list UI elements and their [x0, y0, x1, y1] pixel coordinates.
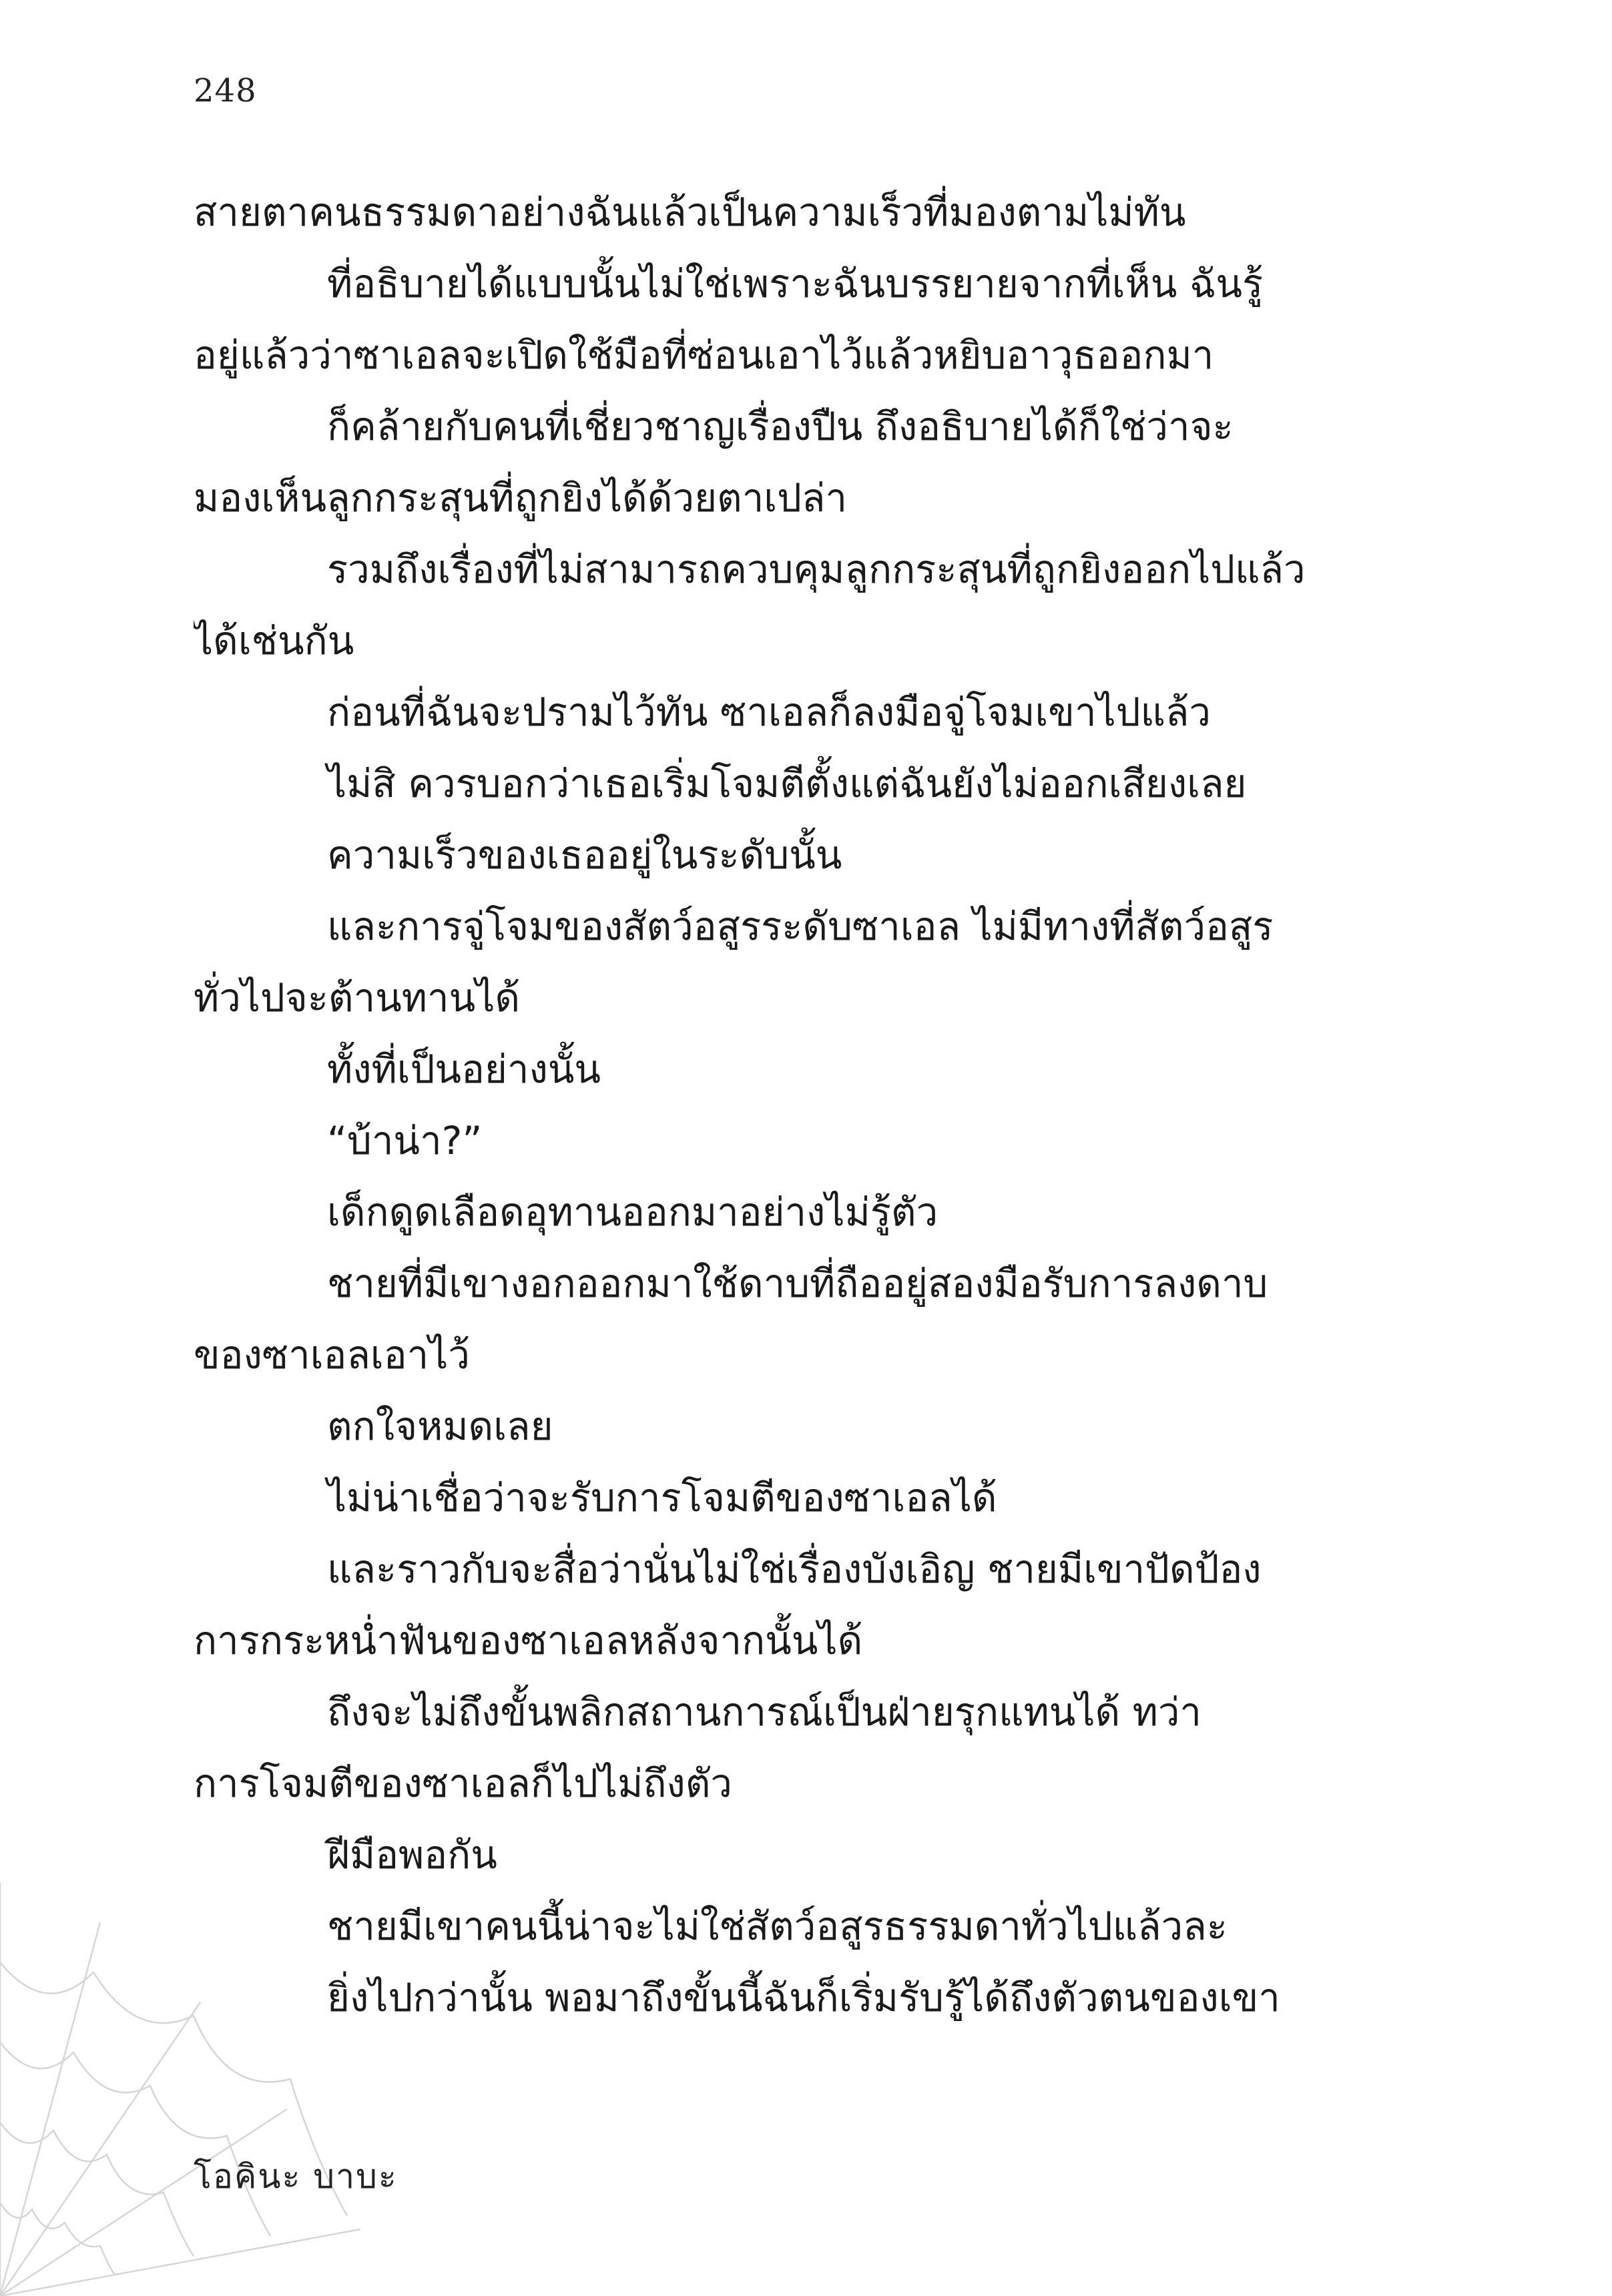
text-line: มองเห็นลูกกระสุนที่ถูกยิงได้ด้วยตาเปล่า — [194, 475, 848, 521]
text-line: ได้เช่นกัน — [194, 618, 354, 663]
text-line: ฝีมือพอกัน — [327, 1832, 497, 1878]
text-line: ที่อธิบายได้แบบนั้นไม่ใช่เพราะฉันบรรยายจากที่เห็น ฉันรู้ — [327, 261, 1264, 306]
text-line: ทั้งที่เป็นอย่างนั้น — [327, 1047, 601, 1092]
page-number: 248 — [194, 72, 257, 109]
text-line: รวมถึงเรื่องที่ไม่สามารถควบคุมลูกกระสุนที่ถูกยิงออกไปแล้ว — [327, 547, 1306, 592]
text-line: “บ้าน่า?” — [327, 1118, 483, 1163]
text-line: ถึงจะไม่ถึงขั้นพลิกสถานการณ์เป็นฝ่ายรุกแทนได้ ทว่า — [327, 1689, 1201, 1735]
text-line: ไม่น่าเชื่อว่าจะรับการโจมตีของซาเอลได้ — [327, 1475, 997, 1520]
text-line: อยู่แล้วว่าซาเอลจะเปิดใช้มือที่ซ่อนเอาไว้แล้วหยิบอาวุธออกมา — [194, 332, 1214, 378]
text-line: ชายมีเขาคนนี้น่าจะไม่ใช่สัตว์อสูรธรรมดาทั่วไปแล้วละ — [327, 1904, 1228, 1949]
text-line: ก่อนที่ฉันจะปรามไว้ทัน ซาเอลก็ลงมือจู่โจมเขาไปแล้ว — [327, 689, 1212, 735]
text-line: การกระหน่ำฟันของซาเอลหลังจากนั้นได้ — [194, 1618, 863, 1663]
text-line: ก็คล้ายกับคนที่เชี่ยวชาญเรื่องปืน ถึงอธิบายได้ก็ใช่ว่าจะ — [327, 404, 1234, 449]
text-line: การโจมตีของซาเอลก็ไปไม่ถึงตัว — [194, 1761, 732, 1806]
text-line: ของซาเอลเอาไว้ — [194, 1332, 470, 1378]
text-line: เด็กดูดเลือดอุทานออกมาอย่างไม่รู้ตัว — [327, 1189, 938, 1235]
text-line: สายตาคนธรรมดาอย่างฉันแล้วเป็นความเร็วที่มองตามไม่ทัน — [194, 190, 1186, 235]
spider-web-ornament — [0, 1829, 374, 2296]
text-line: ตกใจหมดเลย — [327, 1404, 553, 1449]
text-line: ไม่สิ ควรบอกว่าเธอเริ่มโจมตีตั้งแต่ฉันยังไม่ออกเสียงเลย — [327, 761, 1247, 806]
body-text — [194, 177, 1382, 2034]
text-line: และราวกับจะสื่อว่านั่นไม่ใช่เรื่องบังเอิญ ชายมีเขาปัดป้อง — [327, 1546, 1262, 1592]
text-line: และการจู่โจมของสัตว์อสูรระดับซาเอล ไม่มีทางที่สัตว์อสูร — [327, 904, 1274, 949]
text-line: ยิ่งไปกว่านั้น พอมาถึงขั้นนี้ฉันก็เริ่มรับรู้ได้ถึงตัวตนของเขา — [327, 1975, 1280, 2020]
text-line: ทั่วไปจะต้านทานได้ — [194, 975, 521, 1021]
author-name-footer: โอคินะ บาบะ — [194, 2157, 398, 2196]
text-line: ความเร็วของเธออยู่ในระดับนั้น — [327, 832, 842, 878]
text-line: ชายที่มีเขางอกออกมาใช้ดาบที่ถืออยู่สองมือรับการลงดาบ — [327, 1261, 1268, 1306]
